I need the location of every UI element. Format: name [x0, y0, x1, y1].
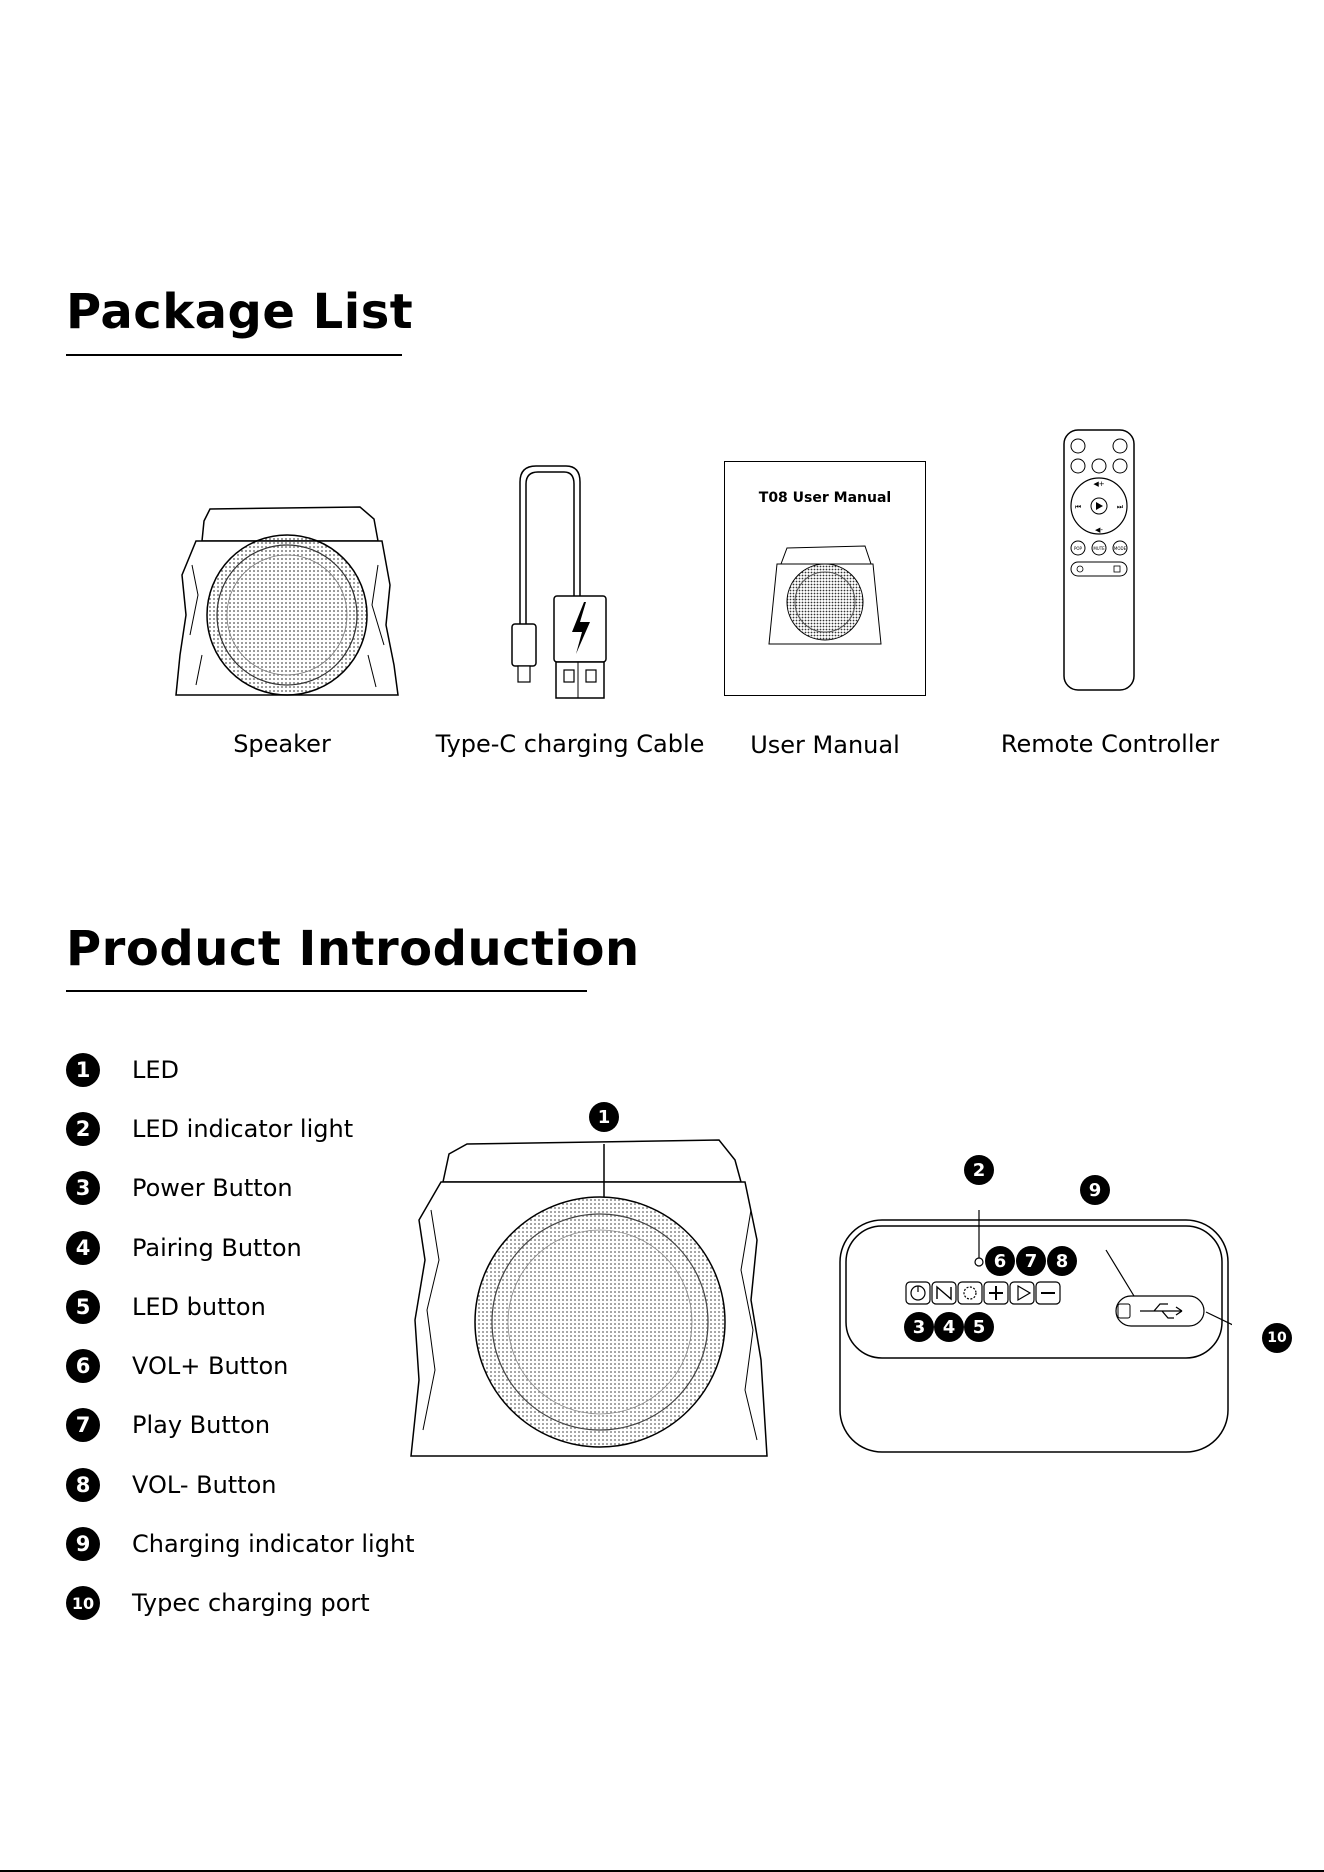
callout-9: 9 [1080, 1175, 1110, 1205]
feature-label: LED [132, 1055, 180, 1084]
feature-label: Charging indicator light [132, 1530, 415, 1559]
feature-list [66, 1040, 415, 1633]
callout-8: 8 [1047, 1246, 1077, 1276]
remote-mode-label: MODE [1113, 546, 1127, 551]
feature-item [66, 1514, 415, 1573]
package-list-title: Package List [66, 284, 414, 340]
svg-text:⏮: ⏮ [1074, 503, 1082, 511]
feature-item [66, 1218, 415, 1277]
feature-number: 1 [66, 1053, 100, 1087]
callout-10: 10 [1262, 1323, 1292, 1353]
remote-controller-illustration [1062, 428, 1136, 692]
feature-item [66, 1040, 415, 1099]
svg-text:⏭: ⏭ [1116, 503, 1124, 511]
manual-cover-title: T08 User Manual [758, 490, 892, 506]
manual-speaker-icon [765, 544, 885, 648]
feature-number: 3 [66, 1171, 100, 1205]
product-introduction-underline [66, 990, 587, 992]
feature-number: 5 [66, 1290, 100, 1324]
callout-6: 6 [985, 1246, 1015, 1276]
svg-text:◀+: ◀+ [1093, 480, 1105, 488]
product-introduction-title: Product Introduction [66, 921, 640, 977]
feature-item [66, 1099, 415, 1158]
feature-number: 4 [66, 1231, 100, 1265]
feature-number: 10 [66, 1586, 100, 1620]
callout-2: 2 [964, 1155, 994, 1185]
remote-mute-label: MUTE [1093, 546, 1105, 551]
feature-number: 6 [66, 1349, 100, 1383]
package-list-underline [66, 354, 402, 356]
callout-3: 3 [904, 1312, 934, 1342]
feature-item [66, 1455, 415, 1514]
feature-number: 9 [66, 1527, 100, 1561]
feature-item [66, 1277, 415, 1336]
feature-number: 7 [66, 1408, 100, 1442]
speaker-illustration [172, 505, 402, 700]
feature-item [66, 1396, 415, 1455]
feature-item [66, 1159, 415, 1218]
type-c-cable-illustration [508, 462, 608, 702]
package-item-speaker-label: Speaker [233, 730, 331, 758]
feature-label: VOL- Button [132, 1470, 277, 1499]
feature-number: 2 [66, 1112, 100, 1146]
feature-label: Play Button [132, 1411, 271, 1440]
callout-5: 5 [964, 1312, 994, 1342]
speaker-front-view-diagram [405, 1130, 795, 1460]
svg-text:◀-: ◀- [1095, 526, 1103, 534]
feature-label: LED indicator light [132, 1114, 354, 1143]
callout-4: 4 [934, 1312, 964, 1342]
package-item-manual-label: User Manual [750, 731, 900, 759]
feature-label: VOL+ Button [132, 1352, 289, 1381]
feature-label: Pairing Button [132, 1233, 302, 1262]
callout-1: 1 [589, 1102, 619, 1132]
callout-7: 7 [1016, 1246, 1046, 1276]
feature-label: Power Button [132, 1174, 293, 1203]
package-item-cable-label: Type-C charging Cable [435, 730, 705, 758]
feature-number: 8 [66, 1468, 100, 1502]
feature-item [66, 1336, 415, 1395]
remote-pop-label: POP [1074, 546, 1082, 551]
user-manual-illustration [724, 461, 926, 696]
package-item-remote-label: Remote Controller [1000, 730, 1220, 758]
feature-label: LED button [132, 1292, 266, 1321]
feature-label: Typec charging port [132, 1589, 370, 1618]
feature-item [66, 1574, 415, 1633]
